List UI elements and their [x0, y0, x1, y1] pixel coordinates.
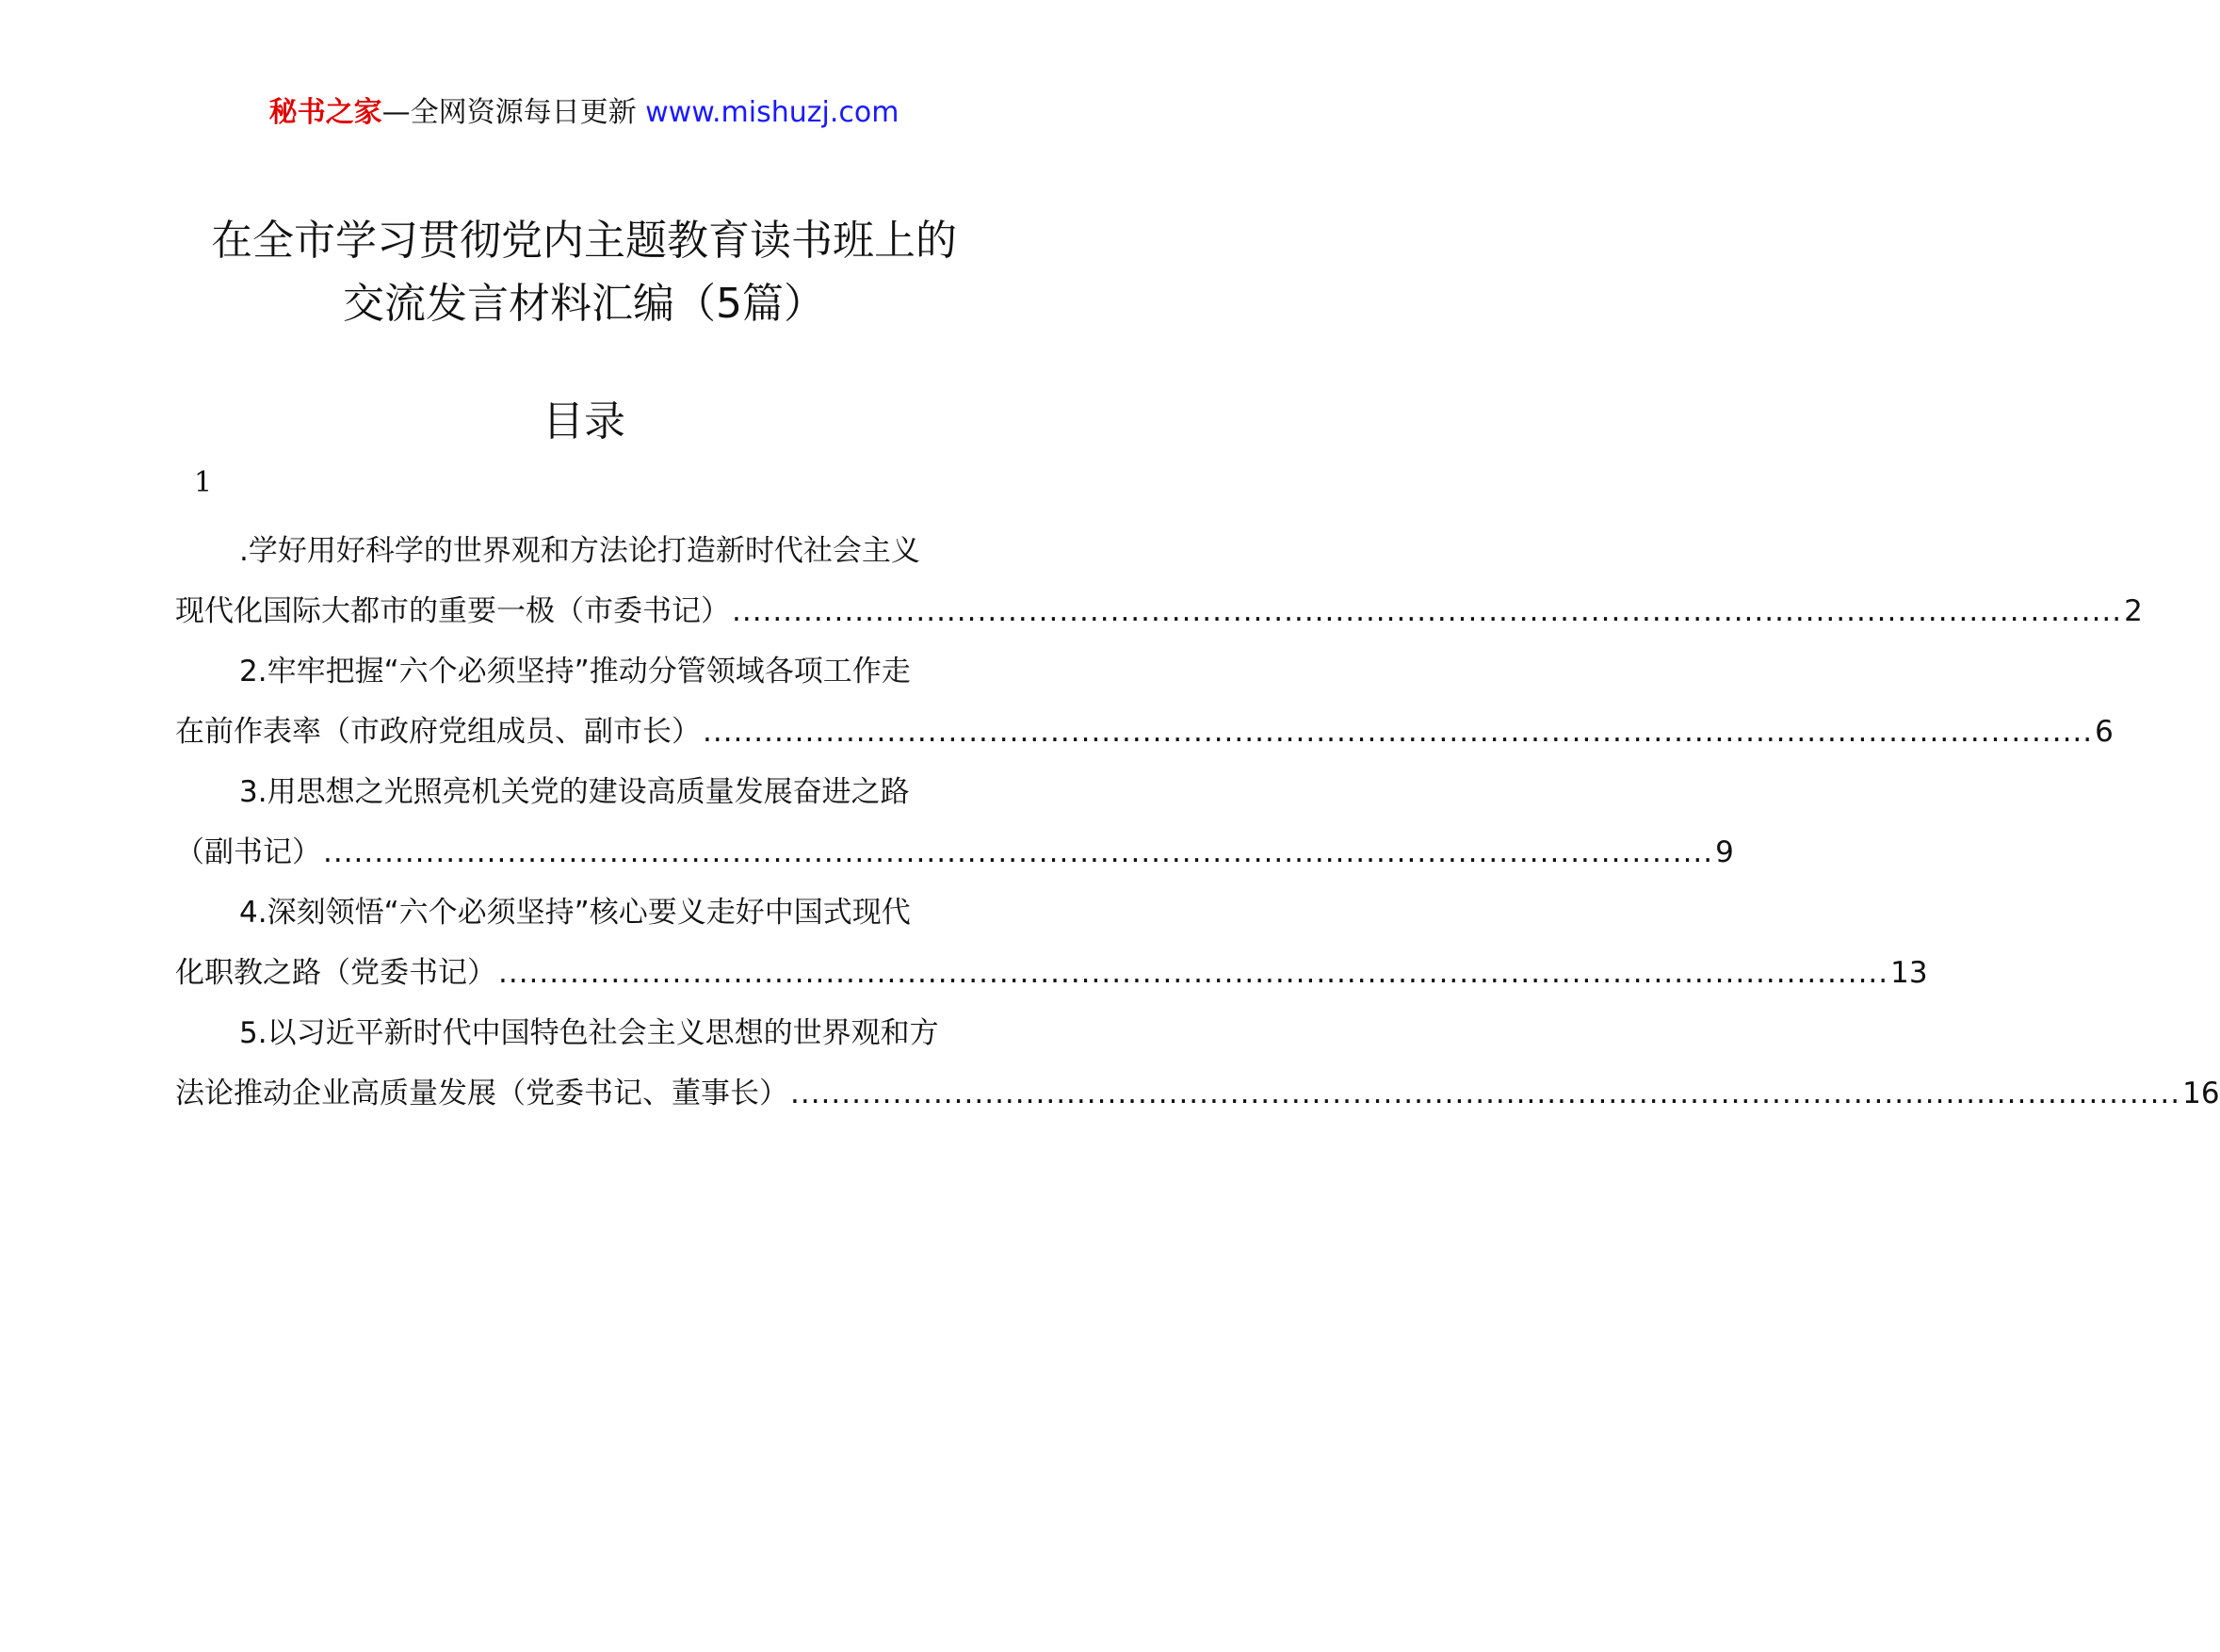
toc-entry-2[interactable]: [175, 641, 2114, 762]
dot-leader: ........................................................................................................................................: [790, 1077, 2181, 1110]
toc-entry-title-line2: 化职教之路（党委书记）: [175, 956, 496, 990]
stray-page-number: 1: [194, 466, 213, 499]
site-header: [0, 94, 1168, 132]
dot-leader: ........................................................................................................................................: [498, 956, 1889, 990]
toc-entry-title-line2: 现代化国际大都市的重要一极（市委书记）: [175, 594, 730, 628]
toc-entry-1[interactable]: [175, 521, 2143, 641]
title-line-2: 交流发言材料汇编（5篇）: [343, 280, 825, 328]
title-line-1: 在全市学习贯彻党内主题教育读书班上的: [211, 217, 957, 265]
header-tagline: —全网资源每日更新: [381, 96, 637, 129]
toc-page-number: 9: [1715, 835, 1734, 869]
toc-page-number: 6: [2095, 715, 2114, 749]
toc-entry-title-line2: （副书记）: [175, 835, 321, 869]
toc-entry-3[interactable]: [175, 762, 1734, 883]
toc-entry-title-line2: 在前作表率（市政府党组成员、副市长）: [175, 715, 701, 749]
toc-entry-title-line1: .学好用好科学的世界观和方法论打造新时代社会主义: [239, 534, 920, 568]
toc-page-number: 2: [2124, 594, 2143, 628]
toc-page-number: 13: [1890, 956, 1928, 990]
toc-entry-4[interactable]: [175, 883, 1928, 1003]
toc-entry-title-line1: 5.以习近平新时代中国特色社会主义思想的世界观和方: [239, 1016, 939, 1050]
site-url-link[interactable]: www.mishuzj.com: [645, 96, 899, 129]
table-of-contents: [175, 521, 2220, 1124]
dot-leader: ........................................................................................................................................: [323, 835, 1714, 869]
toc-entry-title-line1: 2.牢牢把握“六个必须坚持”推动分管领域各项工作走: [239, 655, 911, 688]
dot-leader: ........................................................................................................................................: [732, 594, 2123, 628]
document-title: [0, 209, 1168, 335]
toc-heading: 目录: [543, 397, 625, 445]
toc-entry-title-line1: 4.深刻领悟“六个必须坚持”核心要义走好中国式现代: [239, 896, 911, 930]
toc-page-number: 16: [2182, 1077, 2220, 1110]
brand-name: 秘书之家: [268, 96, 382, 129]
toc-entry-5[interactable]: [175, 1003, 2220, 1124]
toc-entry-title-line1: 3.用思想之光照亮机关党的建设高质量发展奋进之路: [239, 775, 910, 809]
dot-leader: ........................................................................................................................................: [703, 715, 2094, 749]
toc-entry-title-line2: 法论推动企业高质量发展（党委书记、董事长）: [175, 1077, 788, 1110]
